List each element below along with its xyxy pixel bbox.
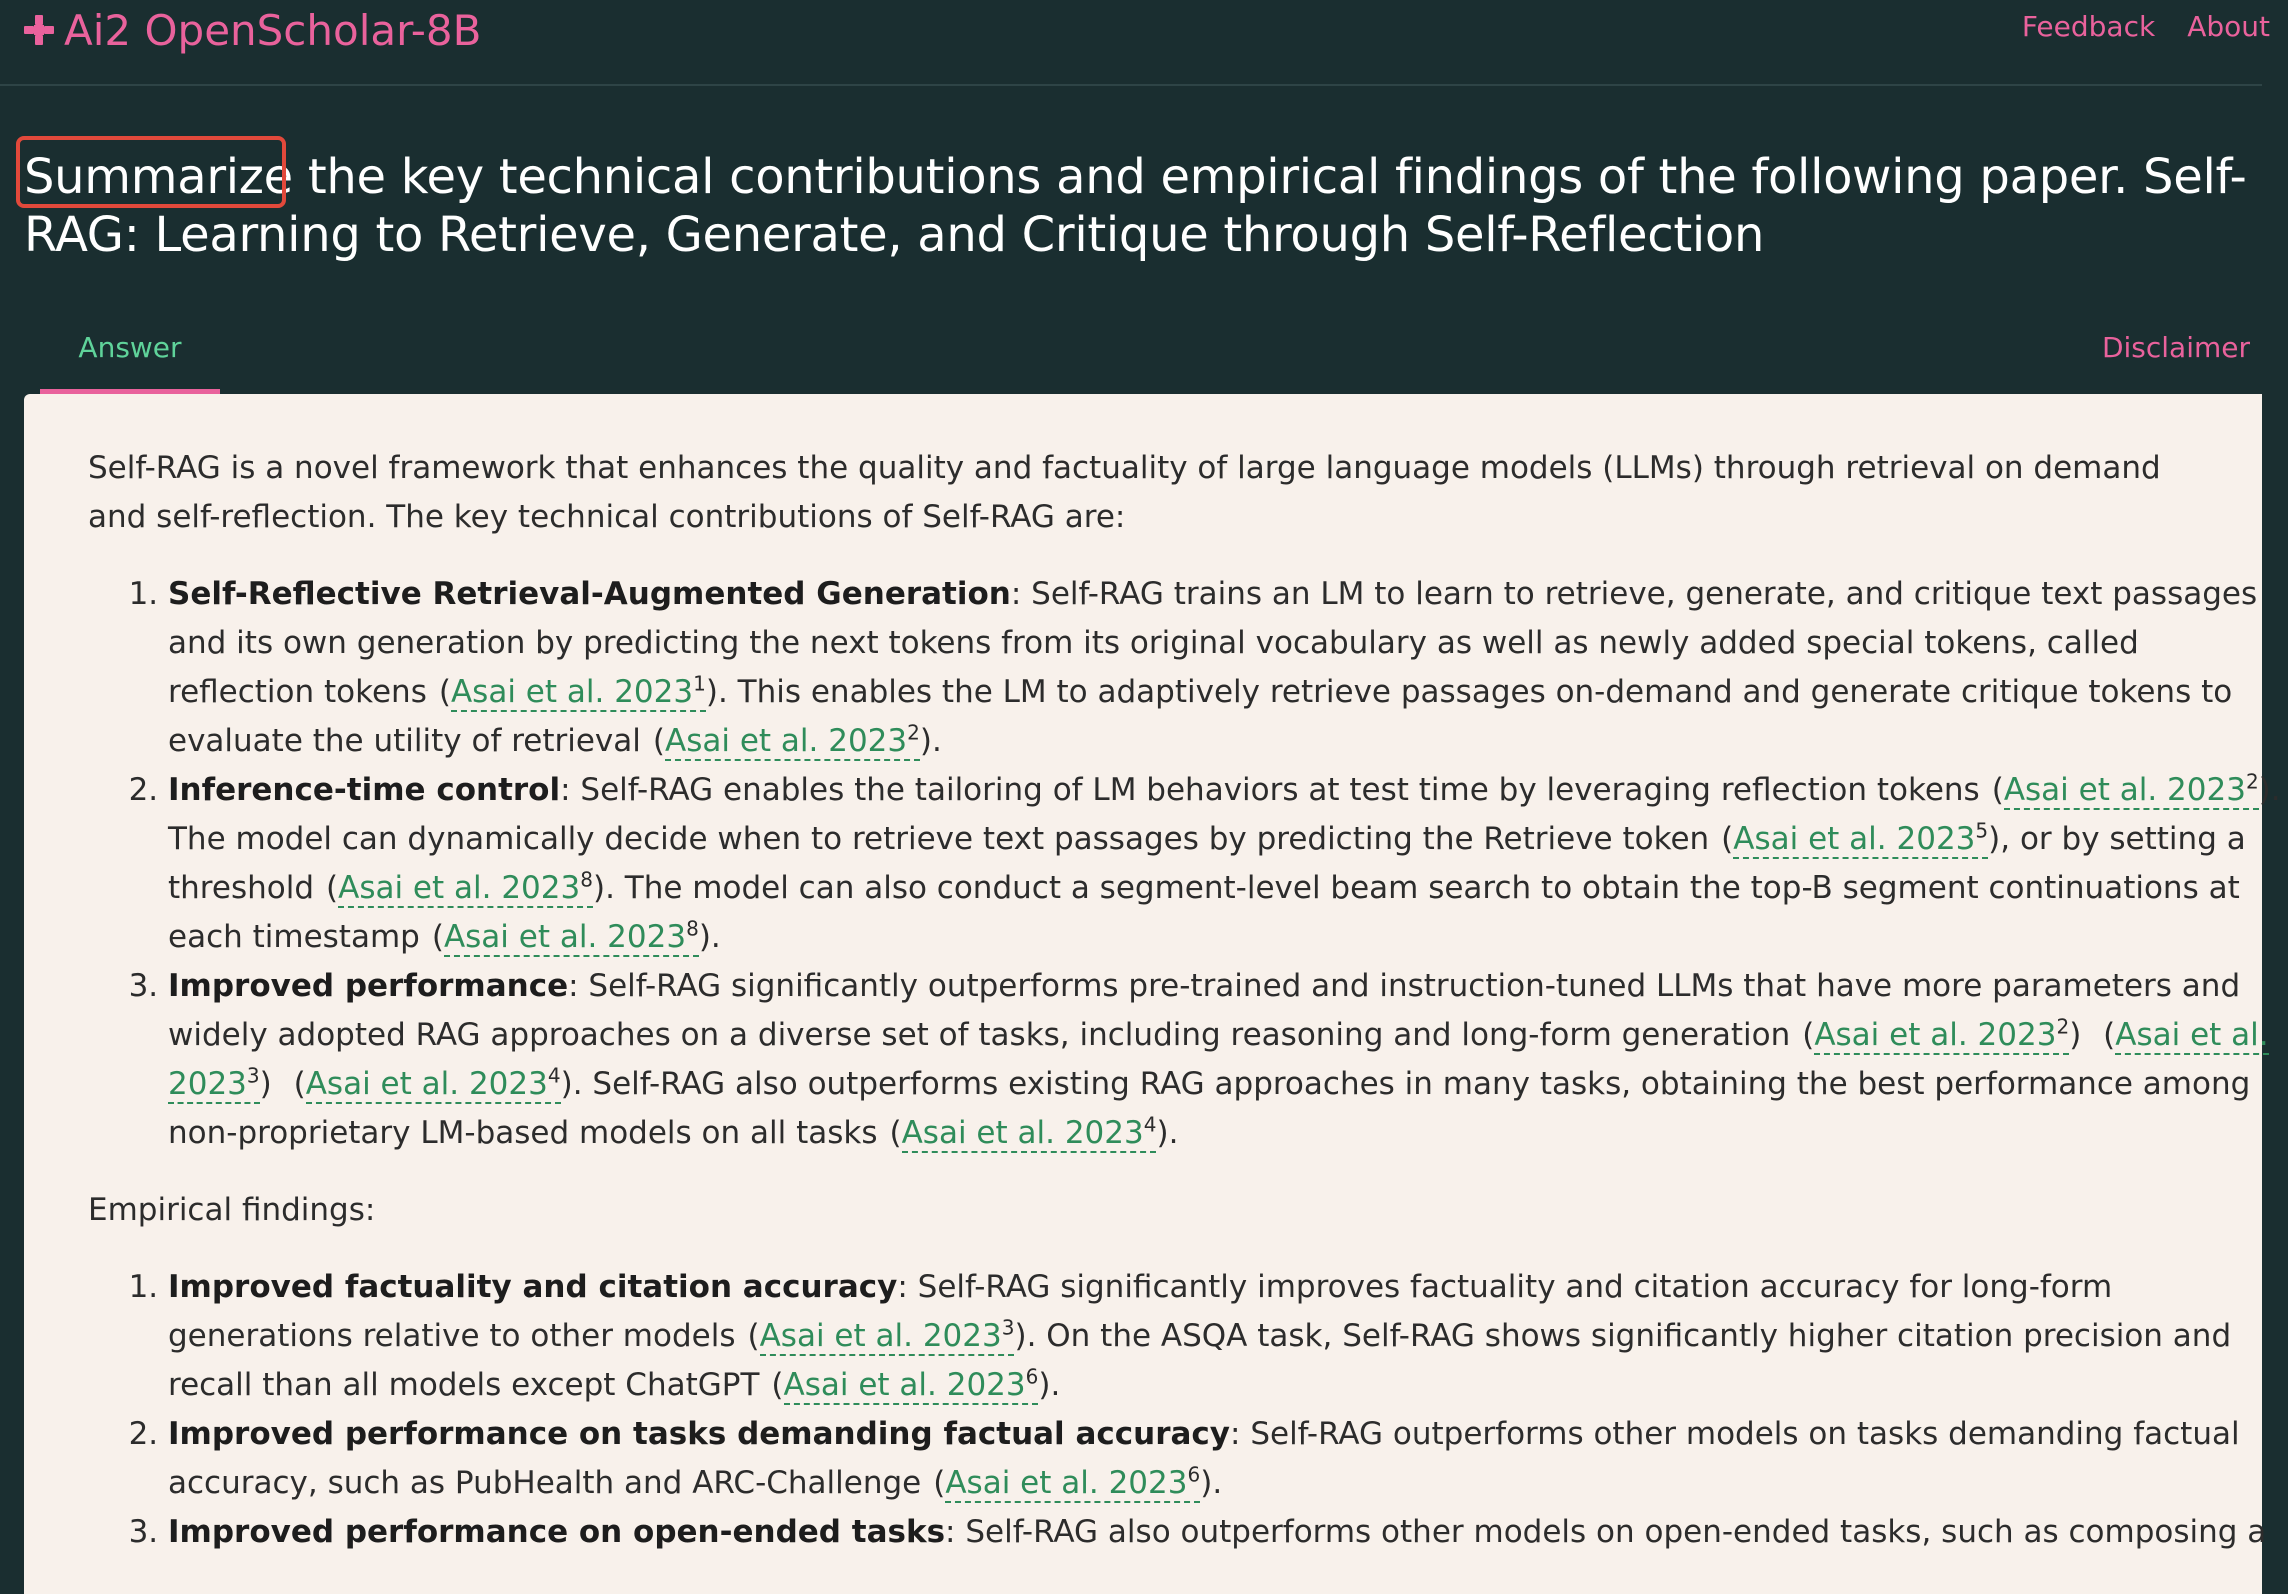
citation-number: 5 (1975, 818, 1989, 843)
finding-item-text: . On the ASQA task, Self-RAG shows significantly higher citation precision and recall than all models except ChatGPT (168, 1318, 2232, 1403)
contribution-item (168, 570, 2288, 766)
citation-text: Asai et al. 2023 (338, 870, 581, 906)
contribution-item-text: . This enables the LM to adaptively retrieve passages on-demand and generate critique tokens to evaluate the utility of retrieval (168, 674, 2233, 759)
citation-link[interactable] (1814, 1014, 2070, 1055)
contribution-item-title: Inference-time control (168, 772, 561, 808)
feedback-link[interactable]: Feedback (2021, 10, 2156, 43)
citation-group: (Asai et al. 2023$^2$) (1991, 769, 2271, 808)
citation-group: (Asai et al. 2023$^4$) (889, 1112, 1169, 1151)
finding-item-text: : Self-RAG significantly improves factuality and citation accuracy for long-form generations relative to other models (168, 1269, 2113, 1354)
citation-group: (Asai et al. 2023$^3$) (747, 1315, 1027, 1354)
contribution-item-text: . Self-RAG also outperforms existing RAG approaches in many tasks, obtaining the best performance among non-proprietary LM-based models on all tasks (168, 1066, 2251, 1151)
highlighted-word (24, 148, 293, 206)
contributions-list (88, 570, 2288, 1158)
citation-number: 2 (2056, 1014, 2070, 1039)
tab-disclaimer[interactable]: Disclaimer (2101, 331, 2250, 364)
finding-item-text: : Self-RAG also outperforms other models on open-ended tasks, such as composing a (945, 1514, 2267, 1550)
citation-number: 8 (580, 867, 593, 892)
findings-heading: Empirical findings: (88, 1192, 376, 1228)
citation-group: (Asai et al. 2023$^8$) (431, 916, 711, 955)
citation-group: (Asai et al. 2023$^5$) (1721, 818, 2001, 857)
contribution-item-title: Improved performance (168, 968, 569, 1004)
citation-link[interactable] (1733, 818, 1989, 859)
citation-number: 2 (907, 720, 920, 745)
citation-number: 4 (547, 1063, 561, 1088)
citation-group: (Asai et al. 2023$^6$) (771, 1364, 1051, 1403)
citation-number: 3 (1001, 1315, 1015, 1340)
citation-text: Asai et al. 2023 (759, 1318, 1002, 1354)
contribution-item-text: : Self-RAG significantly outperforms pre-trained and instruction-tuned LLMs that have more parameters and widely adopted RAG approaches on a diverse set of tasks, including reasoning and long-form generation (168, 968, 2241, 1053)
citation-text: Asai et al. 2023 (783, 1367, 1026, 1403)
citation-link[interactable] (443, 916, 699, 957)
brand[interactable] (22, 2, 481, 58)
citation-number: 1 (693, 671, 706, 696)
top-bar (0, 0, 2270, 86)
finding-item-title: Improved performance on open-ended tasks (168, 1514, 946, 1550)
contribution-item-text: . The model can also conduct a segment-level beam search to obtain the top-B segment continuations at each timestamp (168, 870, 2240, 955)
top-nav (2021, 10, 2270, 43)
citation-link[interactable] (450, 671, 706, 712)
question-title (24, 148, 2254, 264)
citation-group: (Asai et al. 2023$^6$) (933, 1462, 1213, 1501)
citation-number: 6 (1025, 1364, 1039, 1389)
ai2-sparkle-icon (22, 13, 56, 47)
contribution-item-text: : Self-RAG enables the tailoring of LM behaviors at test time by leveraging reflection tokens (560, 772, 1980, 808)
contribution-item (168, 766, 2288, 962)
finding-item-text: : Self-RAG outperforms other models on tasks demanding factual accuracy, such as PubHealth and ARC-Challenge (168, 1416, 2240, 1501)
contribution-item-text: : Self-RAG trains an LM to learn to retrieve, generate, and critique text passages and its own generation by predicting the next tokens from its original vocabulary as well as newly added special tokens, called reflection tokens (168, 576, 2258, 710)
contribution-item-text: . (1168, 1115, 1179, 1151)
citation-text: Asai et al. 2023 (305, 1066, 548, 1102)
tab-answer[interactable]: Answer (40, 320, 220, 394)
finding-item (168, 1263, 2288, 1410)
contribution-item-text (272, 1066, 282, 1102)
citation-link[interactable] (945, 1462, 1201, 1503)
citation-group: (Asai et al. 2023$^1$) (438, 671, 718, 710)
citation-link[interactable] (338, 867, 593, 908)
citation-number: 4 (1143, 1112, 1157, 1137)
contribution-item (168, 962, 2288, 1158)
contribution-item-text: , or by setting a threshold (168, 821, 2246, 906)
citation-text: Asai et al. 2023 (168, 1017, 2269, 1102)
citation-link[interactable] (665, 720, 920, 761)
highlighted-word-text: Summarize (24, 149, 293, 205)
citation-number: 3 (246, 1063, 260, 1088)
citation-text: Asai et al. 2023 (450, 674, 694, 710)
citation-group: (Asai et al. 2023$^2$) (652, 720, 932, 759)
contribution-item-text (2081, 1017, 2091, 1053)
citation-number: 6 (1187, 1462, 1201, 1487)
citation-text: Asai et al. 2023 (1814, 1017, 2057, 1053)
citation-text: Asai et al. 2023 (665, 723, 908, 759)
citation-link[interactable] (901, 1112, 1157, 1153)
citation-link[interactable] (759, 1315, 1015, 1356)
finding-item-text: . (1212, 1465, 1223, 1501)
citation-number: 2 (2245, 769, 2259, 794)
tab-bar (40, 320, 2250, 394)
finding-item-title: Improved factuality and citation accuracy (168, 1269, 898, 1305)
citation-text: Asai et al. 2023 (945, 1465, 1188, 1501)
answer-intro: Self-RAG is a novel framework that enhances the quality and factuality of large language models (LLMs) through retrieval on demand and self-reflection. The key technical contributions of Self-RAG are: (88, 450, 2161, 535)
brand-name: Ai2 OpenScholar-8B (64, 5, 482, 55)
contribution-item-text: . The model can dynamically decide when to retrieve text passages by predicting the Retrieve token (168, 772, 2281, 857)
question-rest: the key technical contributions and empirical findings of the following paper. Self-RAG: Learning to Retrieve, Generate, and Critique through Self-Reflection (24, 149, 2247, 263)
citation-text: Asai et al. 2023 (443, 919, 687, 955)
contribution-item-text: . (710, 919, 721, 955)
citation-number: 8 (686, 916, 699, 941)
citation-text: Asai et al. 2023 (2003, 772, 2246, 808)
citation-group: (Asai et al. 2023$^8$) (326, 867, 606, 906)
contribution-item-title: Self-Reflective Retrieval-Augmented Generation (168, 576, 1011, 612)
citation-link[interactable] (783, 1364, 1039, 1405)
citation-group: (Asai et al. 2023$^3$) (168, 1017, 2269, 1102)
citation-link[interactable] (2003, 769, 2259, 810)
finding-item-title: Improved performance on tasks demanding factual accuracy (168, 1416, 1231, 1452)
finding-item (168, 1508, 2288, 1557)
citation-link[interactable] (305, 1063, 561, 1104)
contribution-item-text: . (931, 723, 942, 759)
answer-panel (24, 394, 2281, 1594)
about-link[interactable]: About (2187, 10, 2270, 43)
citation-group: (Asai et al. 2023$^2$) (1802, 1014, 2082, 1053)
finding-item-text: . (1050, 1367, 1061, 1403)
citation-group: (Asai et al. 2023$^4$) (293, 1063, 573, 1102)
findings-list (88, 1263, 2288, 1557)
finding-item (168, 1410, 2288, 1508)
citation-text: Asai et al. 2023 (901, 1115, 1144, 1151)
citation-text: Asai et al. 2023 (1733, 821, 1976, 857)
